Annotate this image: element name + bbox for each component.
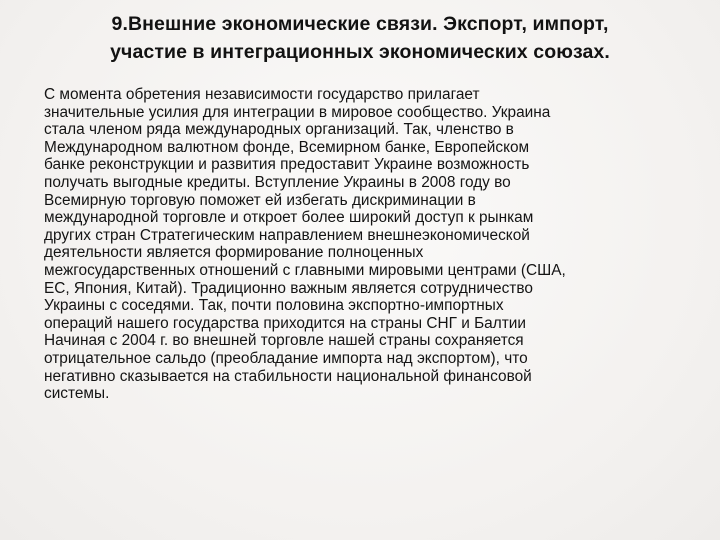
- title-line: 9.Внешние экономические связи. Экспорт, импорт,: [111, 13, 609, 35]
- body-line: банке реконструкции и развития предоставит Украине возможность: [44, 156, 530, 174]
- body-line: отрицательное сальдо (преобладание импорта над экспортом), что: [44, 349, 528, 367]
- body-line: стала членом ряда международных организаций. Так, членство в: [44, 121, 514, 139]
- slide-title: [30, 10, 690, 66]
- body-line: получать выгодные кредиты. Вступление Украины в 2008 году во: [44, 173, 511, 191]
- title-line: участие в интеграционных экономических союзах.: [110, 41, 610, 63]
- body-line: межгосударственных отношений с главными мировыми центрами (США,: [44, 261, 566, 279]
- body-line: Начиная с 2004 г. во внешней торговле нашей страны сохраняется: [44, 332, 524, 350]
- body-line: значительные усилия для интеграции в мировое сообщество. Украина: [44, 103, 551, 121]
- body-line: международной торговле и откроет более широкий доступ к рынкам: [44, 209, 534, 227]
- body-line: Всемирную торговую поможет ей избегать дискриминации в: [44, 191, 476, 209]
- body-line: Украины с соседями. Так, почти половина экспортно-импортных: [44, 297, 504, 315]
- body-line: С момента обретения независимости государство прилагает: [44, 86, 480, 103]
- body-line: Международном валютном фонде, Всемирном банке, Европейском: [44, 138, 530, 156]
- body-line: деятельности является формирование полноценных: [44, 244, 424, 262]
- body-line: ЕС, Япония, Китай). Традиционно важным является сотрудничество: [44, 279, 533, 297]
- slide-body-paragraph: [44, 86, 694, 403]
- body-line: системы.: [44, 385, 110, 403]
- body-line: операций нашего государства приходится на страны СНГ и Балтии: [44, 314, 526, 332]
- body-line: других стран Стратегическим направлением внешнеэкономической: [44, 226, 530, 244]
- body-line: негативно сказывается на стабильности национальной финансовой: [44, 367, 532, 385]
